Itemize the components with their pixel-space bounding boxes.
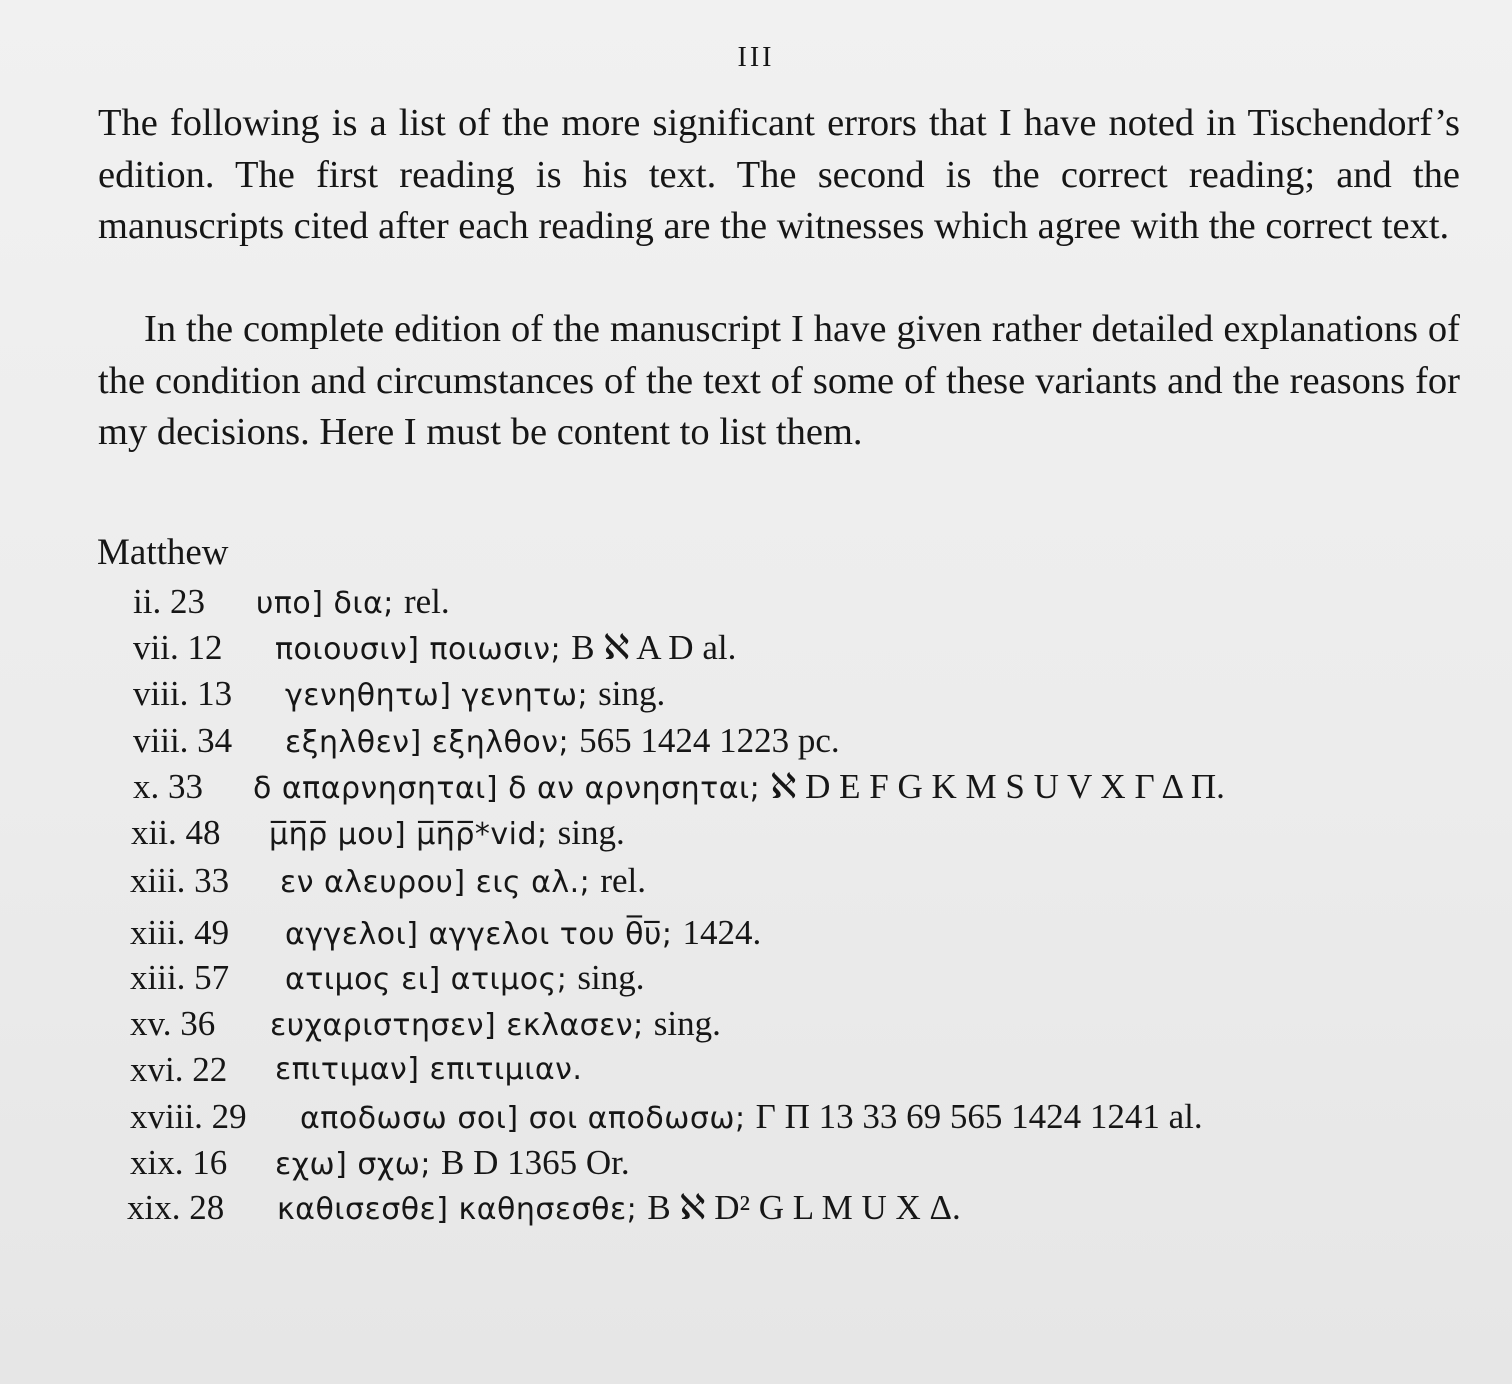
verse-reference: ii. 23 xyxy=(133,582,205,621)
variant-reading xyxy=(275,1140,630,1188)
witness-list: ℵ D E F G K M S U V X Γ Δ Π. xyxy=(770,767,1225,806)
verse-reference: xvi. 22 xyxy=(130,1050,228,1089)
variant-reading xyxy=(275,1047,582,1093)
witness-list: B D 1365 Or. xyxy=(441,1143,630,1182)
verse-reference: vii. 12 xyxy=(133,628,223,667)
section-heading-matthew: Matthew xyxy=(97,532,229,573)
reading-text: εν αλευρου] εις αλ.; xyxy=(280,865,591,900)
variant-reading xyxy=(285,718,840,766)
explanation-paragraph: In the complete edition of the manuscript I have given rather detailed explanations of the condition and circumstances of the text of some of these variants and the reasons for my decisions. Here I must be content to list them. xyxy=(98,308,1460,453)
variant-reading xyxy=(300,1094,1203,1142)
witness-list: sing. xyxy=(577,958,645,997)
reading-text: ευχαριστησεν] εκλασεν; xyxy=(270,1008,644,1043)
witness-list: rel. xyxy=(600,861,647,900)
intro-paragraph: The following is a list of the more significant errors that I have noted in Tischendorf’s edition. The first reading is his text. The second is the correct reading; and the manuscripts cited after each reading are the witnesses which agree with the correct text. xyxy=(98,102,1460,247)
witness-list: 1424. xyxy=(682,913,762,952)
verse-reference: xiii. 57 xyxy=(130,958,230,997)
witness-list: 565 1424 1223 pc. xyxy=(579,721,840,760)
verse-reference: xv. 36 xyxy=(130,1004,216,1043)
variant-reading xyxy=(275,625,736,673)
reading-text: εχω] σχω; xyxy=(275,1147,431,1182)
verse-reference: viii. 34 xyxy=(133,721,233,760)
witness-list: B ℵ A D al. xyxy=(571,628,737,667)
page-number: III xyxy=(737,42,775,73)
verse-reference: xiii. 33 xyxy=(130,861,230,900)
reading-text: ατιμος ει] ατιμος; xyxy=(285,962,568,997)
witness-list: sing. xyxy=(653,1004,721,1043)
verse-reference: xix. 16 xyxy=(130,1143,228,1182)
reading-text: γενηθητω] γενητω; xyxy=(285,678,589,713)
variant-reading xyxy=(285,955,644,1003)
reading-text: αποδωσω σοι] σοι αποδωσω; xyxy=(300,1101,746,1136)
variant-reading xyxy=(253,764,1225,812)
variant-reading xyxy=(256,579,450,627)
variant-reading xyxy=(285,671,665,719)
witness-list: rel. xyxy=(403,582,450,621)
witness-list: sing. xyxy=(557,813,625,852)
verse-reference: xix. 28 xyxy=(127,1188,225,1227)
verse-reference: xii. 48 xyxy=(131,813,221,852)
variant-reading xyxy=(280,858,646,906)
reading-text: μ̅η̅ρ̅ μου] μ̅η̅ρ̅*vid; xyxy=(269,817,548,852)
verse-reference: x. 33 xyxy=(133,767,203,806)
reading-text: υπο] δια; xyxy=(256,586,394,621)
witness-list: B ℵ D² G L M U X Δ. xyxy=(647,1188,961,1227)
variant-reading xyxy=(269,810,625,858)
variant-reading xyxy=(270,1001,721,1049)
witness-list: Γ Π 13 33 69 565 1424 1241 al. xyxy=(755,1097,1203,1136)
reading-text: εξηλθεν] εξηλθον; xyxy=(285,725,570,760)
reading-text: καθισεσθε] καθησεσθε; xyxy=(277,1192,638,1227)
verse-reference: xviii. 29 xyxy=(130,1097,247,1136)
variant-reading xyxy=(277,1185,961,1233)
witness-list: sing. xyxy=(598,674,666,713)
reading-text: ποιουσιν] ποιωσιν; xyxy=(275,632,562,667)
verse-reference: xiii. 49 xyxy=(130,913,230,952)
variant-reading xyxy=(285,910,761,958)
reading-text: επιτιμαν] επιτιμιαν. xyxy=(275,1052,583,1087)
reading-text: δ απαρνησηται] δ αν αρνησηται; xyxy=(253,771,761,806)
reading-text: αγγελοι] αγγελοι του θ̅υ̅; xyxy=(285,917,673,952)
verse-reference: viii. 13 xyxy=(133,674,233,713)
